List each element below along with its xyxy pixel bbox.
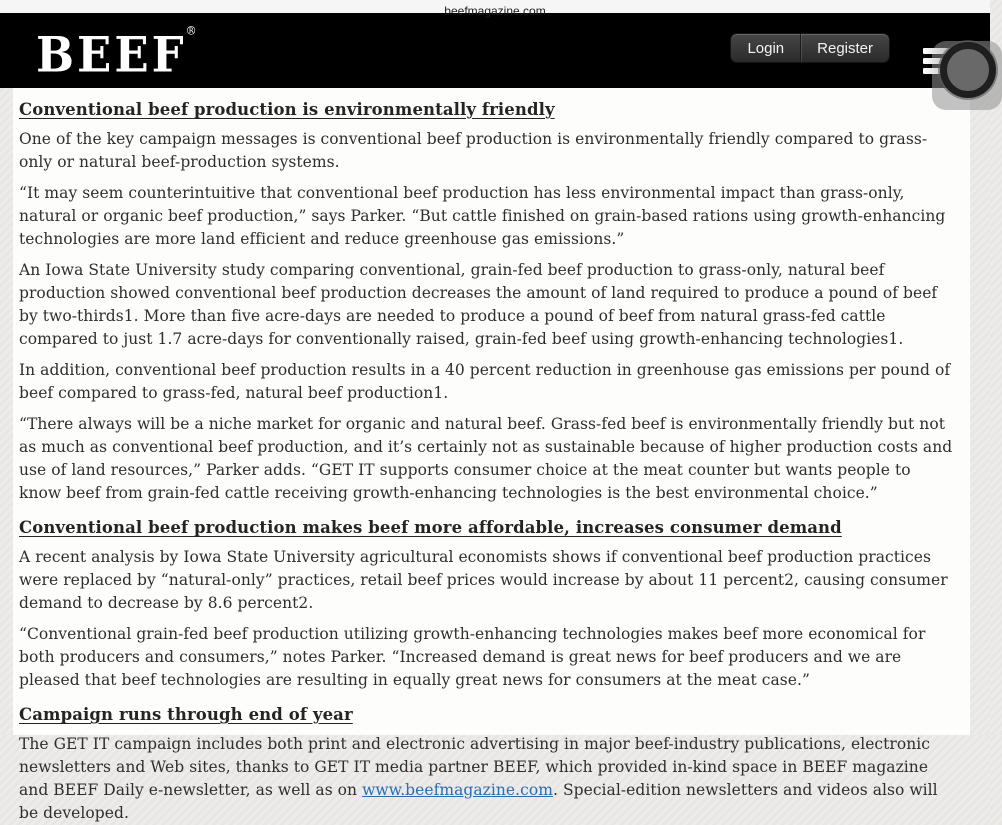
paragraph: “There always will be a niche market for organic and natural beef. Grass-fed beef is environmentally friendly but not as much as conventional beef production, and it’s certainly not as sustainable because of higher production costs and use of land resources,” Parker adds. “GET IT supports consumer choice at the meat counter but wants people to know beef from grain-fed cattle receiving growth-enhancing technologies is the best environmental choice.” (19, 415, 953, 502)
hamburger-bar (923, 48, 963, 54)
article-content (13, 88, 970, 822)
hamburger-menu-icon[interactable] (923, 48, 963, 74)
section-heading: Conventional beef production makes beef more affordable, increases consumer demand (19, 518, 842, 537)
browser-address-bar[interactable] (0, 0, 990, 18)
paragraph (19, 733, 954, 825)
login-button[interactable]: Login (731, 34, 800, 62)
beefmagazine-link[interactable]: www.beefmagazine.com (362, 781, 553, 799)
section-campaign (19, 705, 954, 825)
paragraph: “It may seem counterintuitive that conventional beef production has less environmental impact than grass-only, natural or organic beef production,” says Parker. “But cattle finished on grain-based rations using growth-enhancing technologies are more land efficient and reduce greenhouse gas emissions.” (19, 184, 946, 248)
beef-logo-text: BEEF (36, 26, 187, 84)
site-header (0, 13, 990, 88)
paragraph: “Conventional grain-fed beef production utilizing growth-enhancing technologies makes beef more economical for both producers and consumers,” notes Parker. “Increased demand is great news for beef producers and we are pleased that beef technologies are resulting in equally great news for consumers at the meat case.” (19, 625, 926, 689)
registered-trademark-icon: ® (185, 23, 197, 38)
section-affordability (19, 518, 954, 692)
paragraph: One of the key campaign messages is conventional beef production is environmentally friendly compared to grass-only or natural beef-production systems. (19, 130, 928, 171)
auth-button-group (730, 33, 890, 63)
address-bar-url: beefmagazine.com (444, 4, 546, 18)
paragraph-text: The GET IT campaign includes both print and electronic advertising in major beef-industry publications, electronic newsletters and Web sites, thanks to GET IT media partner BEEF, which provided in-kind space in BEEF magazine and BEEF Daily e-newsletter, as well as on (19, 735, 931, 799)
section-heading: Campaign runs through end of year (19, 705, 353, 724)
paragraph: A recent analysis by Iowa State University agricultural economists shows if conventional beef production practices were replaced by “natural-only” practices, retail beef prices would increase by about 11 percent2, causing consumer demand to decrease by 8.6 percent2. (19, 548, 948, 612)
paragraph: In addition, conventional beef production results in a 40 percent reduction in greenhouse gas emissions per pound of beef compared to grass-fed, natural beef production1. (19, 361, 951, 402)
hamburger-bar (923, 58, 963, 64)
paragraph-text: . Special-edition newsletters and videos also will be developed. (19, 781, 938, 822)
section-environment (19, 100, 954, 505)
hamburger-bar (923, 68, 963, 74)
paragraph: An Iowa State University study comparing conventional, grain-fed beef production to grass-only, natural beef production showed conventional beef production decreases the amount of land required to produce a pound of beef by two-thirds1. More than five acre-days are needed to produce a pound of beef from natural grass-fed cattle compared to just 1.7 acre-days for conventionally raised, grain-fed beef using growth-enhancing technologies1. (19, 261, 938, 348)
section-heading: Conventional beef production is environmentally friendly (19, 100, 555, 119)
beef-logo[interactable] (36, 23, 197, 84)
register-button[interactable]: Register (801, 34, 889, 62)
